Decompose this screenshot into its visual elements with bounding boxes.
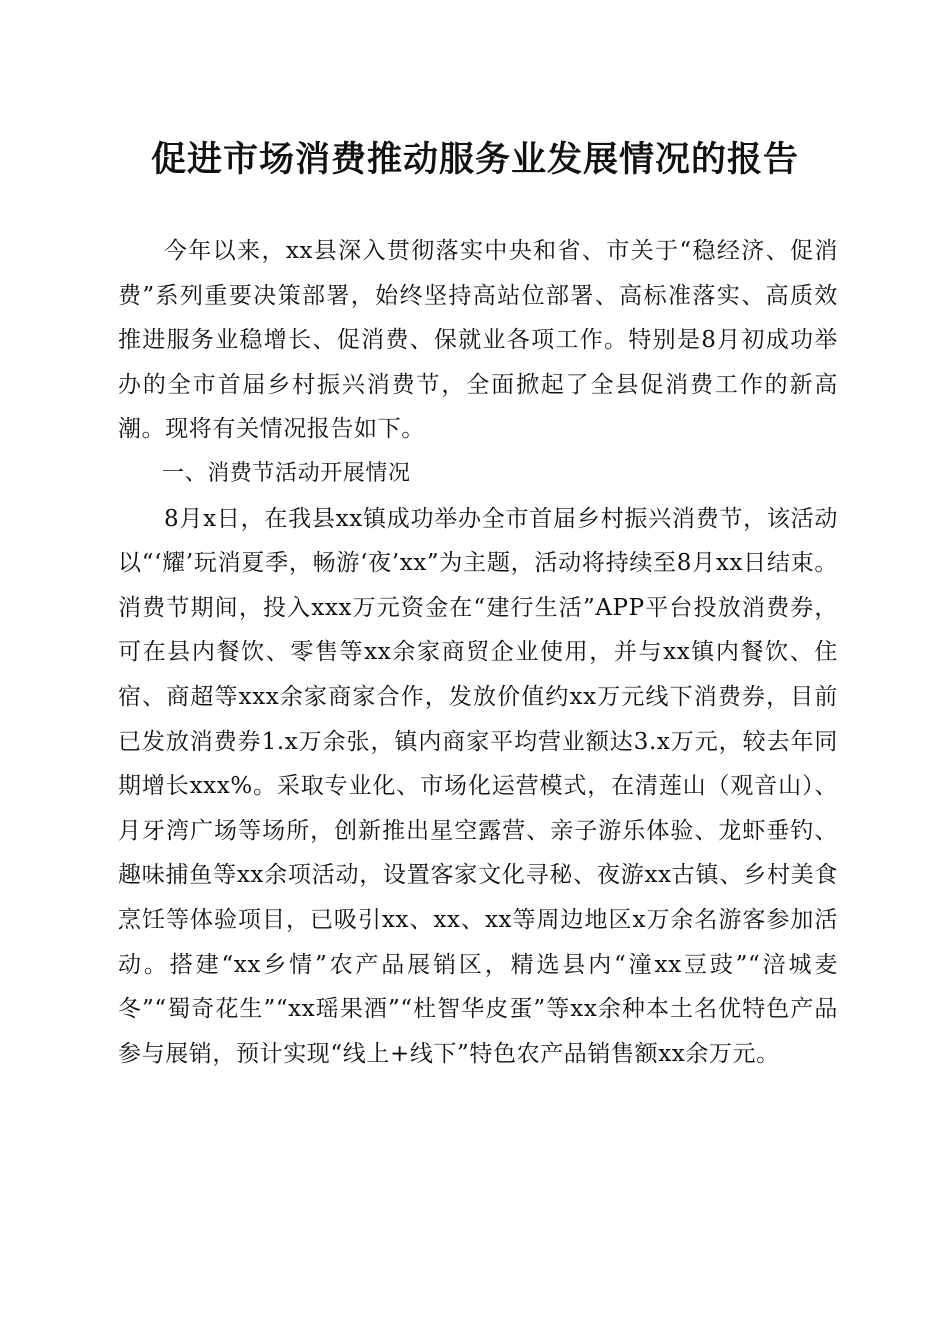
- intro-paragraph: 今年以来，xx县深入贯彻落实中央和省、市关于“稳经济、促消费”系列重要决策部署，始终坚持高站位部署、高标准落实、高质效推进服务业稳增长、促消费、保就业各项工作。特别是8月初成功举办的全市首届乡村振兴消费节，全面掀起了全县促消费工作的新高潮。现将有关情况报告如下。: [118, 238, 838, 443]
- section-1-paragraph: 8月x日，在我县xx镇成功举办全市首届乡村振兴消费节，该活动以“‘耀’玩消夏季，畅游‘夜’xx”为主题，活动将持续至8月xx日结束。消费节期间，投入xxx万元资金在“建行生活”APP平台投放消费券，可在县内餐饮、零售等xx余家商贸企业使用，并与xx镇内餐饮、住宿、商超等xxx余家商家合作，发放价值约xx万元线下消费券，目前已发放消费券1.x万余张，镇内商家平均营业额达3.x万元，较去年同期增长xxx%。采取专业化、市场化运营模式，在清莲山（观音山）、月牙湾广场等场所，创新推出星空露营、亲子游乐体验、龙虾垂钓、趣味捕鱼等xx余项活动，设置客家文化寻秘、夜游xx古镇、乡村美食烹饪等体验项目，已吸引xx、xx、xx等周边地区x万余名游客参加活动。搭建“xx乡情”农产品展销区，精选县内“潼xx豆豉”“涪城麦冬”“蜀奇花生”“xx瑶果酒”“杜智华皮蛋”等xx余种本土名优特色产品参与展销，预计实现“线上+线下”特色农产品销售额xx余万元。: [118, 505, 838, 1067]
- section-heading-1: 一、消费节活动开展情况: [162, 460, 411, 486]
- document-title: 促进市场消费推动服务业发展情况的报告: [150, 139, 799, 180]
- document-body: [118, 229, 838, 1076]
